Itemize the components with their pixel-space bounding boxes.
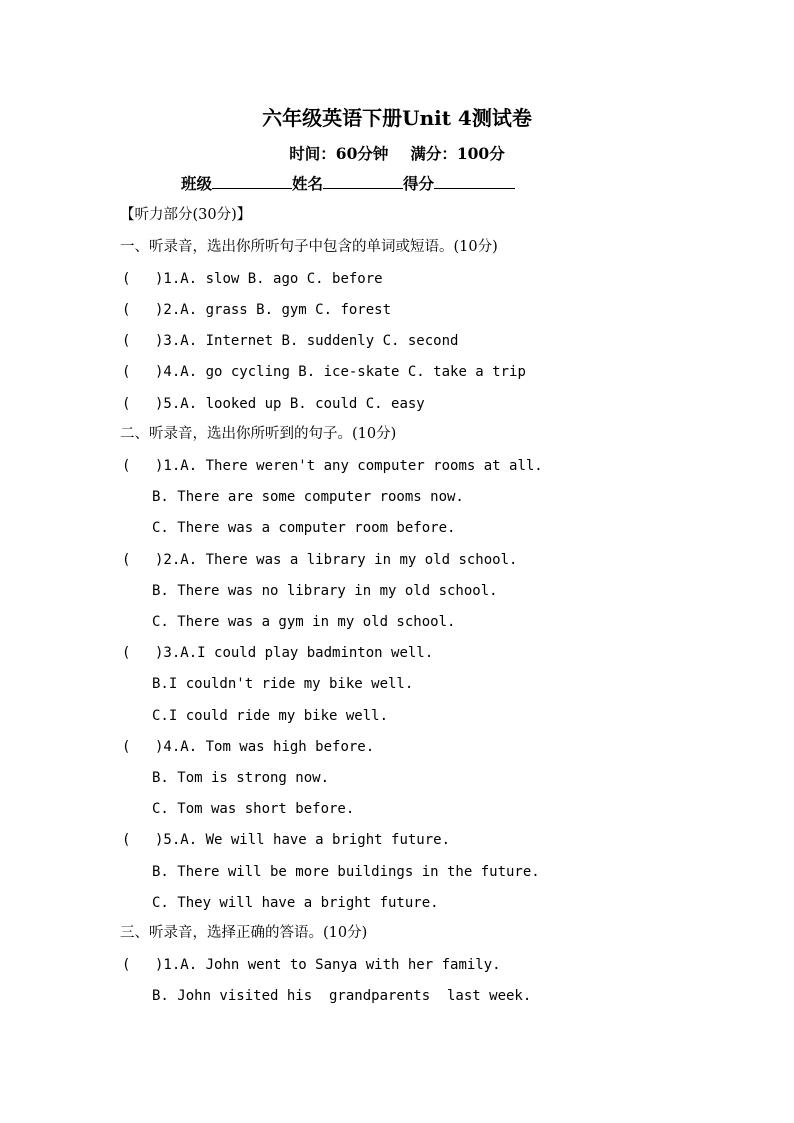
answer-paren[interactable]: ( [122,645,131,661]
answer-paren[interactable]: ( [122,957,131,973]
s2-q3-option-b: B.I couldn't ride my bike well. [152,676,414,692]
s2-q4-option-c: C. Tom was short before. [152,801,355,817]
s2-q5-option-c: C. They will have a bright future. [152,895,439,911]
answer-paren[interactable]: ( [122,302,131,318]
s2-q4-option-b: B. Tom is strong now. [152,770,330,786]
s2-question-3: ( )3.A.I could play badminton well. [122,645,434,661]
s3-q1-option-b: B. John visited his grandparents last week. [152,988,532,1004]
exam-title: 六年级英语下册Unit 4测试卷 [262,106,532,130]
answer-paren[interactable]: ( [122,739,131,755]
s2-question-5: ( )5.A. We will have a bright future. [122,832,451,848]
s2-q1-option-c: C. There was a computer room before. [152,520,456,536]
s1-question-1: ( )1.A. slow B. ago C. before [122,271,383,287]
s1-question-3: ( )3.A. Internet B. suddenly C. second [122,333,459,349]
s2-question-4: ( )4.A. Tom was high before. [122,739,375,755]
exam-time: 时间：60分钟 [289,144,389,163]
s2-question-1: ( )1.A. There weren't any computer rooms at all. [122,458,543,474]
name-blank[interactable] [323,173,403,189]
answer-paren[interactable]: ( [122,364,131,380]
section2-title: 二、听录音，选出你所听到的句子。(10分) [120,426,397,442]
s1-question-4: ( )4.A. go cycling B. ice-skate C. take a trip [122,364,526,380]
answer-paren[interactable]: ( [122,333,131,349]
exam-time-score [0,143,794,165]
exam-full-score: 满分：100分 [410,144,505,163]
answer-paren[interactable]: ( [122,458,131,474]
s2-q1-option-b: B. There are some computer rooms now. [152,489,464,505]
student-info-row [181,173,515,195]
score-label: 得分 [403,174,435,193]
s1-question-2: ( )2.A. grass B. gym C. forest [122,302,392,318]
class-blank[interactable] [212,173,292,189]
section1-title: 一、听录音，选出你所听句子中包含的单词或短语。(10分) [120,239,498,255]
answer-paren[interactable]: ( [122,271,131,287]
s2-q3-option-c: C.I could ride my bike well. [152,708,389,724]
answer-paren[interactable]: ( [122,552,131,568]
s2-question-2: ( )2.A. There was a library in my old school. [122,552,518,568]
section3-title: 三、听录音，选择正确的答语。(10分) [120,925,368,941]
s2-q5-option-b: B. There will be more buildings in the future. [152,864,540,880]
listening-heading: 【听力部分(30分)】 [120,207,252,223]
answer-paren[interactable]: ( [122,832,131,848]
score-blank[interactable] [434,173,515,189]
s1-question-5: ( )5.A. looked up B. could C. easy [122,396,425,412]
class-label: 班级 [181,174,213,193]
s3-question-1: ( )1.A. John went to Sanya with her family. [122,957,501,973]
answer-paren[interactable]: ( [122,396,131,412]
name-label: 姓名 [292,174,324,193]
s2-q2-option-c: C. There was a gym in my old school. [152,614,456,630]
s2-q2-option-b: B. There was no library in my old school. [152,583,498,599]
